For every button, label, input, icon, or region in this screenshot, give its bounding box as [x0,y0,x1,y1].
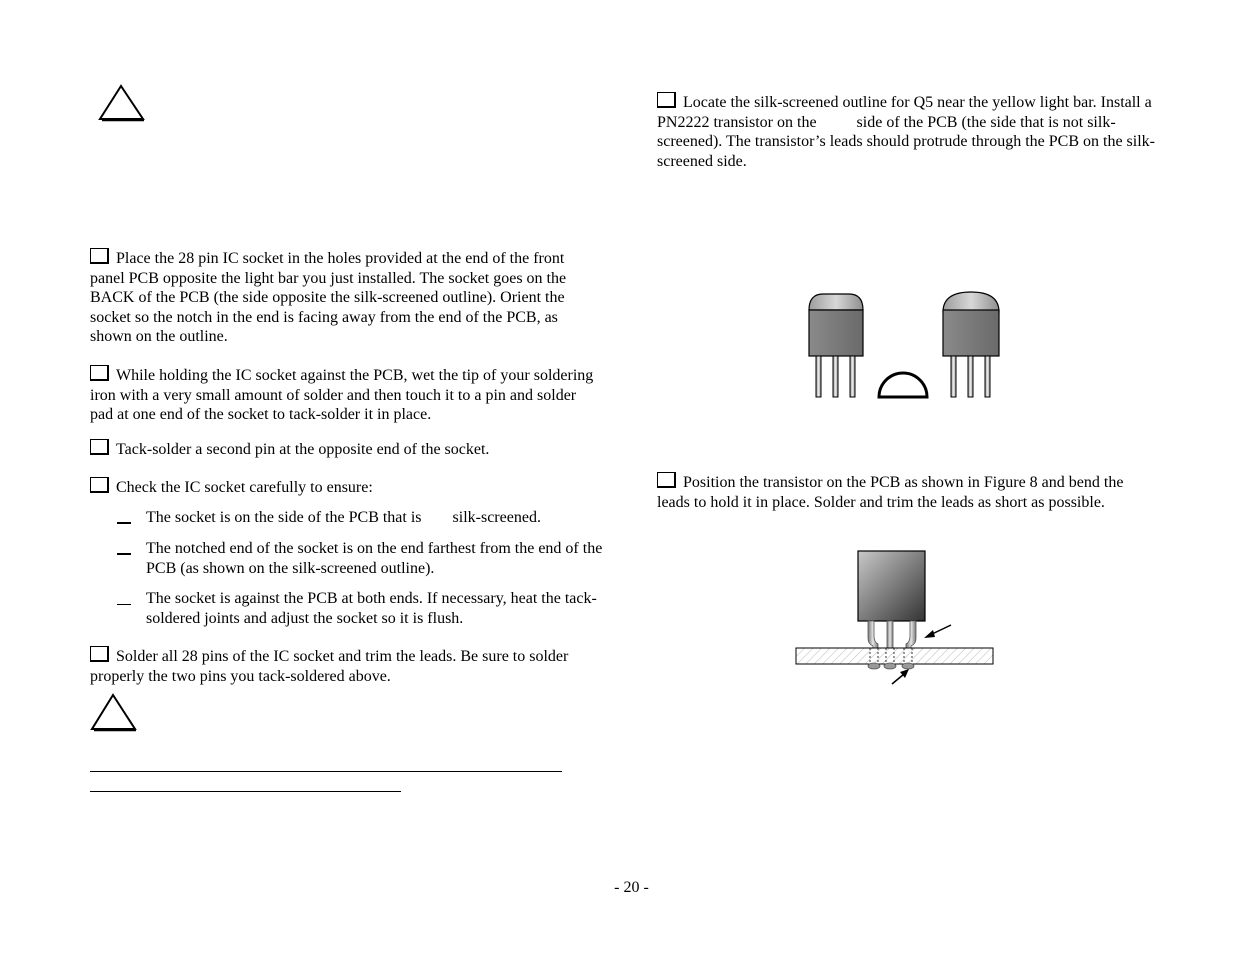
step-position-transistor: Position the transistor on the PCB as shown in Figure 8 and bend the leads to hold it in place. Solder and trim the leads as short as possible. [657,474,1124,511]
transistor-orientation-figure [805,290,1005,402]
check-item-mark[interactable] [117,604,131,605]
page-number: - 20 - [614,879,649,896]
check-item-mark[interactable] [117,553,131,555]
transistor-mounting-figure [794,548,996,688]
step-checkbox[interactable] [657,472,676,488]
divider-line [90,771,562,772]
step-checkbox[interactable] [90,248,109,264]
check-item-mark[interactable] [117,522,131,524]
step-tack-solder-first: While holding the IC socket against the PCB, wet the tip of your soldering iron with a very small amount of solder and then touch it to a pin and solder pad at one end of the socket to tack-solder it in place. [90,367,594,424]
step-solder-all-pins: Solder all 28 pins of the IC socket and trim the leads. Be sure to solder properly the two pins you tack-soldered above. [90,648,569,685]
divider-line [90,791,401,792]
step-checkbox[interactable] [657,92,676,108]
step-checkbox[interactable] [90,365,109,381]
step-check-socket: Check the IC socket carefully to ensure: [90,477,600,498]
step-checkbox[interactable] [90,646,109,662]
check-item-socket-side: The socket is on the side of the PCB that is silk-screened. [146,509,541,526]
step-checkbox[interactable] [90,439,109,455]
step-place-socket: Place the 28 pin IC socket in the holes provided at the end of the front panel PCB opposite the light bar you just installed. The socket goes on the BACK of the PCB (the side opposite the silk-screened outline). Orient the socket so the notch in the end is facing away from the end of the PCB, as shown on the outline. [90,250,567,346]
check-item-flush: The socket is against the PCB at both ends. If necessary, heat the tack-soldered joints and adjust the socket so it is flush. [146,590,597,627]
warning-triangle-icon [90,693,138,733]
check-item-notched-end: The notched end of the socket is on the end farthest from the end of the PCB (as shown on the silk-screened outline). [146,540,603,577]
step-tack-solder-second: Tack-solder a second pin at the opposite end of the socket. [90,439,600,460]
warning-triangle-icon [98,84,146,122]
step-checkbox[interactable] [90,477,109,493]
step-locate-q5: Locate the silk-screened outline for Q5 near the yellow light bar. Install a PN2222 transistor on the side of the PCB (the side that is not silk-screened). The transistor’s leads should protrude through the PCB on the silk-screened side. [657,94,1155,170]
